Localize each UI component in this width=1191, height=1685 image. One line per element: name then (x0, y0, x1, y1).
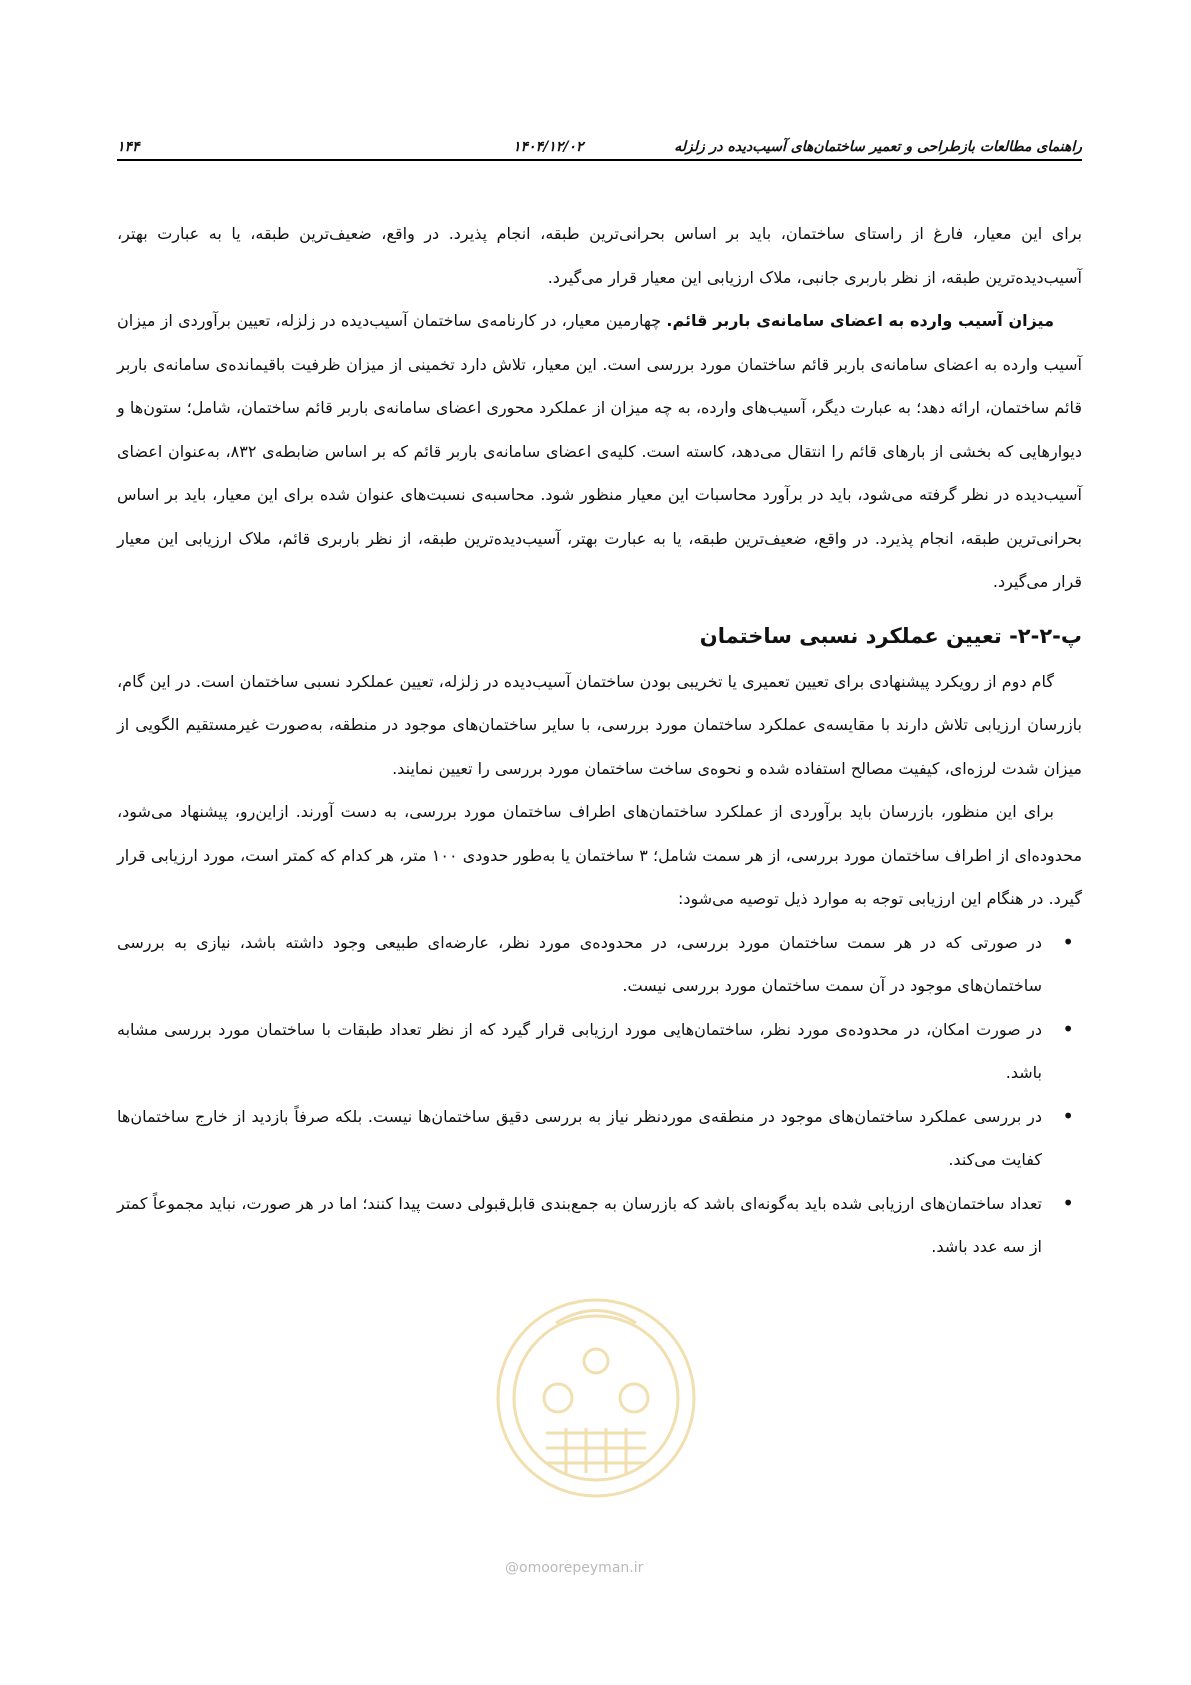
list-item: • در صورت امکان، در محدوده‌ی مورد نظر، ساختمان‌هایی مورد ارزیابی قرار گیرد که از نظر تعداد طبقات با ساختمان مورد بررسی مشابه باشد. (117, 1008, 1082, 1095)
header-title: راهنمای مطالعات بازطراحی و تعمیر ساختمان‌های آسیب‌دیده در زلزله (674, 139, 1082, 155)
paragraph-2 (117, 299, 1082, 604)
paragraph-2-bold-lead: میزان آسیب وارده به اعضای سامانه‌ی باربر قائم. (666, 311, 1054, 330)
list-item: • در صورتی که در هر سمت ساختمان مورد بررسی، در محدوده‌ی مورد نظر، عارضه‌ای طبیعی وجود داشته باشد، نیازی به بررسی ساختمان‌های موجود در آن سمت ساختمان مورد بررسی نیست. (117, 921, 1082, 1008)
paragraph-3: گام دوم از رویکرد پیشنهادی برای تعیین تعمیری یا تخریبی بودن ساختمان آسیب‌دیده در زلزله، تعیین عملکرد نسبی ساختمان است. در این گام، بازرسان ارزیابی تلاش دارند با مقایسه‌ی عملکرد ساختمان مورد بررسی، با سایر ساختمان‌های موجود در منطقه، به‌صورت غیرمستقیم الگویی از میزان شدت لرزه‌ای، کیفیت مصالح استفاده شده و نحوه‌ی ساخت ساختمان مورد بررسی را تعیین نمایند. (117, 671, 1082, 778)
bullet-list (117, 921, 1082, 1269)
section-heading: پ-۲-۲- تعیین عملکرد نسبی ساختمان (699, 623, 1082, 648)
body-text (117, 212, 1082, 1269)
page-number: ۱۴۴ (117, 139, 140, 155)
paragraph-4: برای این منظور، بازرسان باید برآوردی از عملکرد ساختمان‌های اطراف ساختمان مورد بررسی، به دست آورند. ازاین‌رو، پیشنهاد می‌شود، محدوده‌ای از اطراف ساختمان مورد بررسی، از هر سمت شامل؛ ۳ ساختمان یا به‌طور حدودی ۱۰۰ متر، هر کدام که کمتر است، مورد ارزیابی قرار گیرد. در هنگام این ارزیابی توجه به موارد ذیل توصیه می‌شود: (117, 802, 1083, 908)
paragraph-1: برای این معیار، فارغ از راستای ساختمان، باید بر اساس بحرانی‌ترین طبقه، انجام پذیرد. در واقع، ضعیف‌ترین طبقه، یا به عبارت بهتر، آسیب‌دیده‌ترین طبقه، از نظر باربری جانبی، ملاک ارزیابی این معیار قرار می‌گیرد. (117, 224, 1082, 287)
page-header (117, 129, 1082, 161)
list-item: • در بررسی عملکرد ساختمان‌های موجود در منطقه‌ی موردنظر نیاز به بررسی دقیق ساختمان‌ها نیست. بلکه صرفاً بازدید از خارج ساختمان‌ها کفایت می‌کند. (117, 1095, 1082, 1182)
list-item: • تعداد ساختمان‌های ارزیابی شده باید به‌گونه‌ای باشد که بازرسان به جمع‌بندی قابل‌قبولی دست پیدا کنند؛ اما در هر صورت، نباید مجموعاً کمتر از سه عدد باشد. (117, 1182, 1082, 1269)
watermark-seal-logo (486, 1283, 706, 1513)
watermark-link: @omoorepeyman.ir (505, 1560, 644, 1576)
header-date: ۱۴۰۴/۱۲/۰۲ (513, 139, 584, 155)
paragraph-2-text: چهارمین معیار، در کارنامه‌ی ساختمان آسیب‌دیده در زلزله، تعیین برآوردی از میزان آسیب وارده به اعضای سامانه‌ی باربر قائم ساختمان مورد بررسی است. این معیار، تلاش دارد تخمینی از میزان ظرفیت باقیمانده‌ی سامانه‌ی باربر قائم ساختمان، ارائه دهد؛ به عبارت دیگر، آسیب‌های وارده، به چه میزان از عملکرد محوری اعضای سامانه‌ی باربر قائم ساختمان، شامل؛ ستون‌ها و دیوارهایی که بخشی از بارهای قائم را انتقال می‌دهد، کاسته است. کلیه‌ی اعضای سامانه‌ی باربر قائم که بر اساس ضابطه‌ی ۸۳۲، به‌عنوان اعضای آسیب‌دیده در نظر گرفته می‌شود، باید در برآورد محاسبات این معیار منظور شود. محاسبه‌ی نسبت‌های عنوان شده برای این معیار، باید بر اساس بحرانی‌ترین طبقه، انجام پذیرد. در واقع، ضعیف‌ترین طبقه، یا به عبارت بهتر، آسیب‌دیده‌ترین طبقه، از نظر باربری قائم، ملاک ارزیابی این معیار قرار می‌گیرد. (117, 311, 1083, 591)
